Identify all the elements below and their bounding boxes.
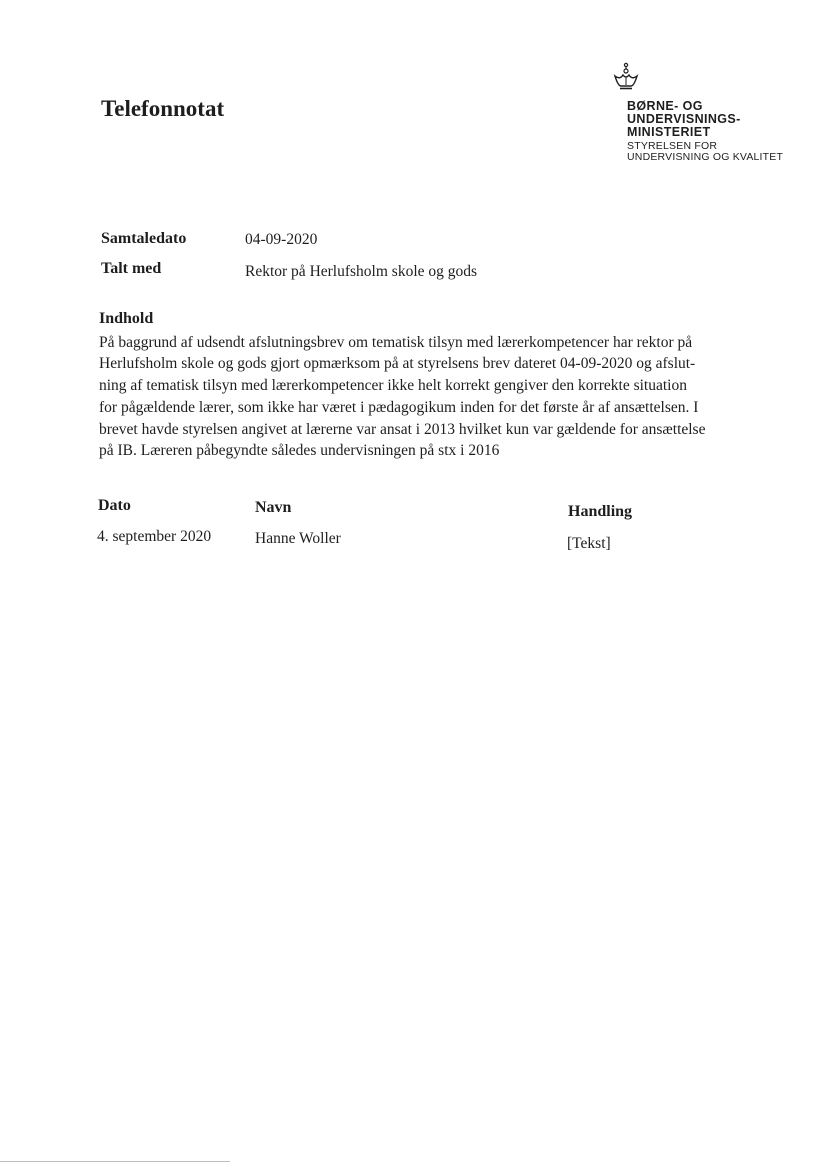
contact-value: Rektor på Herlufsholm skole og gods [245, 263, 478, 280]
document-title: Telefonnotat [101, 96, 225, 121]
body-line: på IB. Læreren påbegyndte således undervisningen på stx i 2016 [99, 442, 500, 459]
conversation-date-value: 04-09-2020 [245, 231, 318, 248]
record-name-value: Hanne Woller [255, 530, 341, 547]
body-line: Herlufsholm skole og gods gjort opmærksom på at styrelsens brev dateret 04-09-2020 og afslut- [99, 355, 696, 372]
body-line: for pågældende lærer, som ikke har været i pædagogikum inden for det første år af ansættelsen. I [99, 399, 699, 416]
agency-name-line: UNDERVISNING OG KVALITET [627, 151, 784, 163]
footer-divider [0, 1161, 230, 1162]
ministry-name-line: MINISTERIET [627, 125, 711, 139]
agency-name-line: STYRELSEN FOR [627, 140, 718, 152]
name-column-header: Navn [255, 499, 292, 516]
conversation-date-label: Samtaledato [101, 230, 187, 247]
ministry-logo [612, 62, 822, 172]
content-heading: Indhold [99, 310, 154, 327]
ministry-name-line: BØRNE- OG [627, 99, 703, 113]
body-line: brevet havde styrelsen angivet at lærerne var ansat i 2013 hvilket kun var gældende for ansættelse [99, 421, 706, 438]
body-line: På baggrund af udsendt afslutningsbrev om tematisk tilsyn med lærerkompetencer har rektor på [99, 334, 693, 351]
body-line: ning af tematisk tilsyn med lærerkompetencer ikke helt korrekt gengiver den korrekte situation [99, 377, 687, 394]
record-date-value: 4. september 2020 [97, 528, 212, 545]
record-action-value: [Tekst] [567, 535, 611, 552]
action-column-header: Handling [568, 503, 633, 520]
ministry-name-line: UNDERVISNINGS- [627, 112, 741, 126]
date-column-header: Dato [98, 497, 131, 514]
crown-icon [612, 62, 644, 90]
contact-label: Talt med [101, 260, 162, 277]
